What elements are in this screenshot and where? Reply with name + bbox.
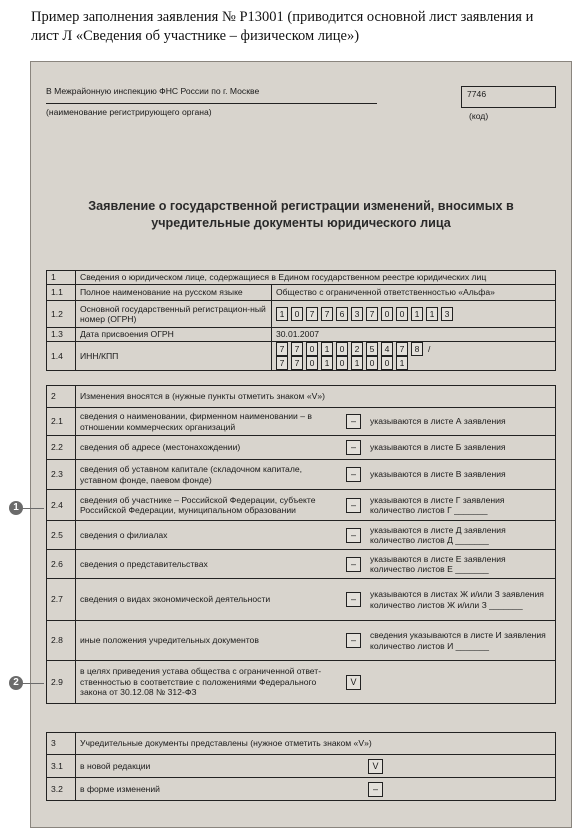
callout-2-badge: 2 [9, 676, 23, 690]
kpp-digit: 0 [366, 356, 378, 370]
doc-form-checkbox[interactable]: V [368, 759, 383, 774]
section-header: Сведения о юридическом лице, содержащиеся в Едином государственном реестре юридических лиц [76, 271, 556, 285]
row-label: сведения о видах экономической деятельности [76, 579, 343, 621]
kpp-digit: 1 [351, 356, 363, 370]
doc-form-checkbox[interactable]: – [368, 782, 383, 797]
table-row [47, 550, 556, 579]
form-title: Заявление о государственной регистрации изменений, вносимых в учредительные документы юридического лица [88, 199, 514, 230]
ogrn-field[interactable] [272, 301, 556, 328]
change-checkbox[interactable]: – [346, 528, 361, 543]
row-number: 3.2 [47, 778, 76, 801]
kpp-digit: 0 [306, 356, 318, 370]
ogrn-digit: 7 [321, 307, 333, 321]
table-row [47, 778, 556, 801]
section-number: 3 [47, 733, 76, 755]
row-note: указываются в листе В заявления [366, 460, 556, 490]
callout-2-line [20, 683, 44, 684]
row-label: сведения о представительствах [76, 550, 343, 579]
inspection-underline [46, 103, 377, 104]
row-label: сведения об адресе (местонахождении) [76, 436, 343, 460]
table-row [47, 328, 556, 342]
row-number: 2.2 [47, 436, 76, 460]
change-checkbox[interactable]: V [346, 675, 361, 690]
row-label: иные положения учредительных документов [76, 621, 343, 661]
table-row [47, 436, 556, 460]
row-note: указываются в листах Ж и/или З заявления количество листов Ж и/или З _______ [366, 579, 556, 621]
row-number: 2.6 [47, 550, 76, 579]
row-note: указываются в листе Г заявления количество листов Г _______ [366, 490, 556, 521]
section-2-header-row [47, 386, 556, 408]
row-label: сведения об участнике – Российской Федерации, субъекте Российской Федерации, муниципальном образовании [76, 490, 343, 521]
row-note: указываются в листе Е заявления количество листов Е _______ [366, 550, 556, 579]
row-number: 2.1 [47, 408, 76, 436]
row-label: Основной государственный регистрацион-ный номер (ОГРН) [76, 301, 272, 328]
section-1-table [46, 270, 556, 371]
inspection-caption: (наименование регистрирующего органа) [46, 107, 212, 117]
change-checkbox[interactable]: – [346, 498, 361, 513]
section-3-table [46, 732, 556, 801]
ogrn-digit: 1 [276, 307, 288, 321]
row-note: указываются в листе Б заявления [366, 436, 556, 460]
kpp-digit: 1 [396, 356, 408, 370]
kpp-digit: 0 [336, 356, 348, 370]
row-number: 1.1 [47, 285, 76, 301]
row-number: 2.5 [47, 521, 76, 550]
section-number: 2 [47, 386, 76, 408]
kpp-digit: 1 [321, 356, 333, 370]
inn-digit: 8 [411, 342, 423, 356]
row-label: Полное наименование на русском языке [76, 285, 272, 301]
inn-digit: 5 [366, 342, 378, 356]
table-row [47, 460, 556, 490]
row-label: в целях приведения устава общества с ограниченной ответ-ственностью в соответствие с положениями Федерального закона от 30.12.08 № 312-ФЗ [76, 661, 343, 704]
change-checkbox[interactable]: – [346, 557, 361, 572]
row-label: сведения о филиалах [76, 521, 343, 550]
row-number: 1.3 [47, 328, 76, 342]
row-number: 1.2 [47, 301, 76, 328]
row-number: 1.4 [47, 342, 76, 371]
change-checkbox[interactable]: – [346, 633, 361, 648]
row-number: 2.9 [47, 661, 76, 704]
section-2-table [46, 385, 556, 704]
kpp-digit: 0 [381, 356, 393, 370]
kpp-digits [276, 356, 408, 370]
row-number: 3.1 [47, 755, 76, 778]
kpp-digit: 7 [291, 356, 303, 370]
row-note: сведения указываются в листе И заявления количество листов И _______ [366, 621, 556, 661]
inn-digit: 0 [336, 342, 348, 356]
table-row [47, 342, 556, 371]
table-row [47, 301, 556, 328]
change-checkbox[interactable]: – [346, 414, 361, 429]
inn-digit: 2 [351, 342, 363, 356]
row-number: 2.4 [47, 490, 76, 521]
callout-1-line [20, 508, 44, 509]
row-note: указываются в листе А заявления [366, 408, 556, 436]
row-label: в форме изменений [76, 778, 365, 801]
section-header: Учредительные документы представлены (нужное отметить знаком «V») [76, 733, 556, 755]
table-row [47, 285, 556, 301]
change-checkbox[interactable]: – [346, 467, 361, 482]
row-label: Дата присвоения ОГРН [76, 328, 272, 342]
full-name-value[interactable]: Общество с ограниченной ответственностью «Альфа» [272, 285, 556, 301]
section-1-header-row [47, 271, 556, 285]
row-note [366, 661, 556, 704]
callout-1-badge: 1 [9, 501, 23, 515]
inn-digits [276, 342, 423, 356]
inspection-name: В Межрайонную инспекцию ФНС России по г. Москве [46, 86, 260, 96]
change-checkbox[interactable]: – [346, 440, 361, 455]
row-label: ИНН/КПП [76, 342, 272, 371]
inn-digit: 7 [291, 342, 303, 356]
section-3-header-row [47, 733, 556, 755]
ogrn-digit: 1 [426, 307, 438, 321]
inn-digit: 7 [276, 342, 288, 356]
ogrn-digit: 0 [381, 307, 393, 321]
section-header: Изменения вносятся в (нужные пункты отметить знаком «V») [76, 386, 556, 408]
ogrn-digit: 0 [396, 307, 408, 321]
row-number: 2.3 [47, 460, 76, 490]
ogrn-digit: 1 [411, 307, 423, 321]
inn-kpp-separator: / [428, 343, 431, 354]
table-row [47, 490, 556, 521]
inn-kpp-field[interactable] [272, 342, 556, 371]
inn-digit: 7 [396, 342, 408, 356]
ogrn-digit: 3 [351, 307, 363, 321]
row-label: в новой редакции [76, 755, 365, 778]
row-note: указываются в листе Д заявления количество листов Д _______ [366, 521, 556, 550]
application-form [30, 61, 572, 828]
ogrn-date-value[interactable]: 30.01.2007 [272, 328, 556, 342]
inn-digit: 0 [306, 342, 318, 356]
inn-digit: 4 [381, 342, 393, 356]
table-row [47, 408, 556, 436]
change-checkbox[interactable]: – [346, 592, 361, 607]
code-caption: (код) [469, 111, 489, 121]
inn-digit: 1 [321, 342, 333, 356]
row-number: 2.8 [47, 621, 76, 661]
table-row [47, 621, 556, 661]
table-row [47, 755, 556, 778]
ogrn-digit: 7 [306, 307, 318, 321]
page-heading: Пример заполнения заявления № Р13001 (приводится основной лист заявления и лист Л «Сведения об участнике – физическом лице») [31, 9, 534, 44]
ogrn-digit: 7 [366, 307, 378, 321]
section-number: 1 [47, 271, 76, 285]
code-field[interactable]: 7746 [461, 86, 556, 108]
row-number: 2.7 [47, 579, 76, 621]
table-row [47, 579, 556, 621]
table-row [47, 521, 556, 550]
row-label: сведения об уставном капитале (складочном капитале, уставном фонде, паевом фонде) [76, 460, 343, 490]
ogrn-digit: 3 [441, 307, 453, 321]
row-label: сведения о наименовании, фирменном наименовании – в отношении коммерческих организаций [76, 408, 343, 436]
ogrn-digit: 6 [336, 307, 348, 321]
ogrn-digit: 0 [291, 307, 303, 321]
table-row [47, 661, 556, 704]
kpp-digit: 7 [276, 356, 288, 370]
